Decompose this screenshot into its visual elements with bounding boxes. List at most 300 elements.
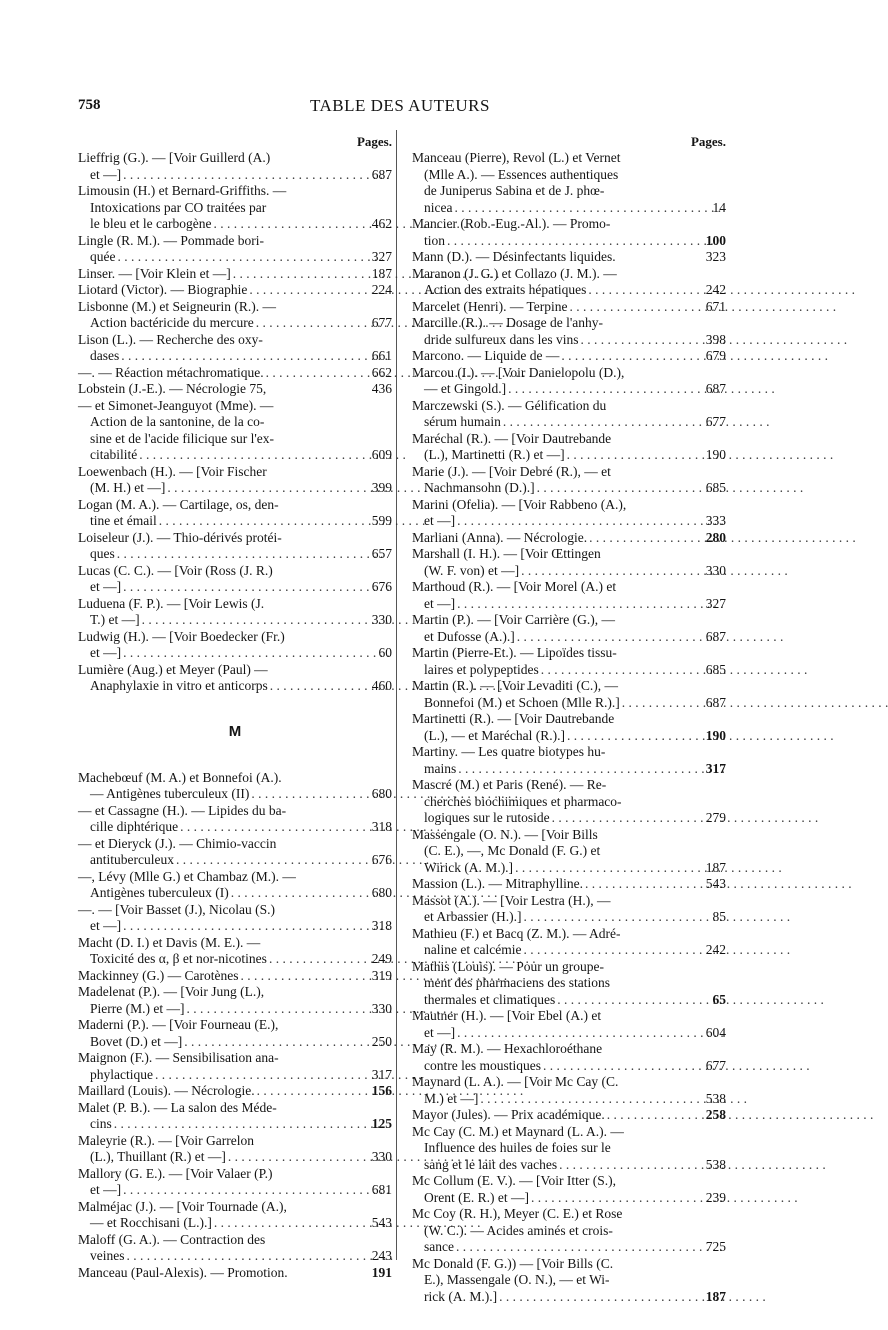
leader-dots (229, 885, 366, 902)
leader-dots (578, 332, 700, 349)
leader-dots (249, 786, 366, 803)
entry-line (412, 167, 726, 184)
entry-line (412, 1190, 726, 1207)
entry-text: Marcono. — Liquide de — (412, 348, 560, 363)
entry-line (412, 233, 726, 250)
index-entry (412, 893, 726, 926)
entry-text: Antigènes tuberculeux (I) (90, 885, 229, 900)
entry-text: — et Dieryck (J.). — Chimio-vaccin (78, 835, 277, 851)
entry-text: Loiseleur (J.). — Thio-dérivés protéi- (78, 529, 282, 545)
leader-dots (587, 530, 700, 547)
page-ref: 687 (371, 166, 392, 182)
page-ref: 190 (705, 727, 726, 743)
index-entry (412, 1124, 726, 1174)
entry-text: Marini (Ofelia). — [Voir Rabbeno (A.), (412, 496, 627, 512)
entry-line (78, 1232, 392, 1249)
page-ref: 187 (705, 859, 726, 875)
entry-line (78, 150, 392, 167)
entry-line (412, 1124, 726, 1141)
entry-line (412, 1008, 726, 1025)
entry-text: Marcou (I.). — [Voir Danielopolu (D.), (412, 364, 625, 380)
entry-text: Anaphylaxie in vitro et anticorps (90, 678, 268, 693)
entry-text: — et Rocchisani (L.).] (90, 1215, 212, 1230)
entry-line (412, 909, 726, 926)
index-entry (78, 1232, 392, 1265)
entry-text: Maderni (P.). — [Voir Fourneau (E.), (78, 1017, 279, 1032)
leader-dots (620, 695, 700, 712)
entry-text: Mayor (Jules). — Prix académique. (412, 1107, 605, 1122)
entry-text: laires et polypeptides (424, 661, 539, 677)
entry-text: T.) et —] (90, 612, 140, 627)
page-ref: 677 (705, 1057, 726, 1073)
page-ref: 677 (705, 414, 726, 429)
page-ref: 604 (705, 1024, 726, 1040)
entry-line (78, 1248, 392, 1265)
entry-text: — et Cassagne (H.). — Lipides du ba- (78, 802, 287, 818)
page-ref: 676 (371, 579, 392, 594)
index-entry (412, 827, 726, 877)
entry-text: Lucas (C. C.). — [Voir (Ross (J. R.) (78, 562, 273, 578)
right-column (412, 134, 726, 1305)
index-entry (78, 596, 392, 629)
entry-text: dride sulfureux dans les vins (424, 331, 579, 347)
page-ref: 242 (705, 282, 726, 297)
entry-text: Mann (D.). — Désinfectants liquides. (412, 249, 616, 264)
page-ref: 676 (371, 852, 392, 867)
pages-label: Pages. (356, 134, 392, 149)
entry-text: tion (424, 232, 446, 248)
index-entry (412, 1206, 726, 1256)
entry-text: Lumière (Aug.) et Meyer (Paul) — (78, 661, 268, 677)
entry-text: cherches biochimiques et pharmaco- (424, 793, 622, 809)
page-ref: 462 (371, 216, 392, 231)
leader-dots (497, 1289, 700, 1306)
leader-dots (506, 381, 700, 398)
entry-text: Martin (Pierre-Et.). — Lipoïdes tissu- (412, 645, 617, 660)
entry-text: Martin (R.). — [Voir Levaditi (C.), — (412, 678, 618, 693)
leader-dots (586, 282, 700, 299)
page-ref: 543 (371, 1215, 392, 1230)
entry-line (78, 1265, 392, 1282)
leader-dots (539, 662, 700, 679)
entry-line (412, 1074, 726, 1091)
entry-text: Mautner (H.). — [Voir Ebel (A.) et (412, 1008, 602, 1023)
entry-line (412, 959, 726, 976)
entry-line (78, 266, 392, 283)
page-ref: 327 (371, 249, 392, 264)
page-ref: 687 (705, 694, 726, 710)
entry-line (412, 1058, 726, 1075)
entry-text: et Arbassier (H.).] (424, 909, 522, 924)
entry-text: Orent (E. R.) et —] (424, 1189, 529, 1205)
leader-dots (255, 1083, 366, 1100)
page-ref: 333 (705, 513, 726, 528)
entry-text: Maynard (L. A.). — [Voir Mc Cay (C. (412, 1074, 619, 1089)
index-entry (412, 266, 726, 299)
entry-line (78, 1166, 392, 1183)
entry-text: Maranon (J. G.) et Collazo (J. M.). — (412, 265, 617, 281)
entry-line (78, 1017, 392, 1034)
index-entry (78, 183, 392, 233)
entry-text: et Dufosse (A.).] (424, 628, 515, 644)
running-head: TABLE DES AUTEURS (310, 96, 490, 115)
entry-line (78, 398, 392, 415)
entry-line (78, 447, 392, 464)
index-entry (78, 332, 392, 365)
entry-line (78, 167, 392, 184)
entry-line (412, 843, 726, 860)
entry-line (412, 975, 726, 992)
index-entry (412, 926, 726, 959)
page-ref: 436 (371, 381, 392, 396)
leader-dots (557, 1157, 700, 1174)
entry-text: le bleu et le carbogène (90, 216, 212, 231)
leader-dots (268, 678, 366, 695)
index-entry (78, 530, 392, 563)
entry-line (78, 1001, 392, 1018)
entry-line (412, 942, 726, 959)
leader-dots (521, 942, 700, 959)
entry-text: quée (90, 249, 116, 264)
leader-dots (583, 876, 700, 893)
entry-line (78, 629, 392, 646)
entry-line (78, 662, 392, 679)
entry-line (78, 951, 392, 968)
leader-dots (515, 629, 700, 646)
entry-text: Mc Donald (F. G.)) — [Voir Bills (C. (412, 1255, 614, 1271)
entry-text: (C. E.), —, Mc Donald (F. G.) et (424, 843, 601, 858)
index-entry (78, 1265, 392, 1282)
entry-line (412, 926, 726, 943)
entry-text: cins (90, 1116, 112, 1131)
entry-text: et —] (90, 579, 122, 594)
leader-dots (264, 365, 366, 382)
index-entry (412, 431, 726, 464)
page-ref: 280 (705, 529, 726, 545)
entry-text: E.), Massengale (O. N.), — et Wi- (424, 1272, 610, 1287)
index-entry (78, 770, 392, 935)
entry-line (78, 464, 392, 481)
entry-text: sérum humain (424, 414, 501, 429)
index-entry (78, 381, 392, 464)
entry-line (78, 200, 392, 217)
entry-text: Ludwig (H.). — [Voir Boedecker (Fr.) (78, 628, 285, 644)
entry-text: et —] (424, 513, 456, 528)
page-ref: 191 (371, 1264, 392, 1280)
leader-dots (445, 233, 700, 250)
entry-line (412, 992, 726, 1009)
entry-line (412, 1289, 726, 1306)
entry-line (412, 893, 726, 910)
entry-text: (Mlle A.). — Essences authentiques (424, 166, 619, 182)
entry-text: Bovet (D.) et —] (90, 1033, 183, 1049)
leader-dots (119, 348, 366, 365)
page-ref: 725 (705, 1239, 726, 1254)
entry-line (412, 447, 726, 464)
entry-text: ment des pharmaciens des stations (424, 975, 610, 990)
page-ref: 330 (371, 1000, 392, 1016)
index-entry (78, 497, 392, 530)
entry-text: Maréchal (R.). — [Voir Dautrebande (412, 430, 612, 446)
entry-line (78, 1182, 392, 1199)
leader-dots (153, 1067, 366, 1084)
leader-dots (454, 1239, 700, 1256)
index-entry (412, 530, 726, 547)
entry-line (412, 398, 726, 415)
entry-text: Pierre (M.) et —] (90, 1000, 185, 1016)
entry-text: Marthoud (R.). — [Voir Morel (A.) et (412, 579, 617, 594)
index-entries-right (412, 150, 726, 1305)
leader-dots (267, 951, 366, 968)
entry-line (78, 1083, 392, 1100)
index-entry (412, 315, 726, 348)
entry-line (412, 860, 726, 877)
entry-line (78, 563, 392, 580)
entry-line (78, 299, 392, 316)
page-ref: 187 (371, 265, 392, 281)
index-entry (78, 629, 392, 662)
entry-line (78, 836, 392, 853)
entry-line (78, 678, 392, 695)
leader-dots (478, 1091, 700, 1108)
page-ref: 85 (712, 909, 726, 924)
leader-dots (178, 819, 366, 836)
entry-line (412, 183, 726, 200)
entry-line (412, 761, 726, 778)
entry-line (412, 480, 726, 497)
entry-text: Action bactéricide du mercure (90, 315, 254, 330)
page-ref: 538 (705, 1090, 726, 1106)
index-entry (78, 1166, 392, 1199)
leader-dots (535, 480, 700, 497)
leader-dots (519, 563, 700, 580)
index-entry (412, 645, 726, 678)
index-entry (78, 968, 392, 985)
entry-line (78, 1050, 392, 1067)
entry-line (78, 365, 392, 382)
page-ref: 685 (705, 661, 726, 677)
entry-text: Mathieu (F.) et Bacq (Z. M.). — Adré- (412, 925, 621, 941)
entry-text: Mackinney (G.) — Carotènes (78, 967, 239, 983)
entry-line (78, 414, 392, 431)
leader-dots (165, 480, 366, 497)
page-ref: 687 (705, 628, 726, 644)
page-ref: 460 (371, 678, 392, 693)
entry-text: sine et de l'acide filicique sur l'ex- (90, 430, 275, 446)
entry-text: (M. H.) et —] (90, 480, 166, 495)
entry-line (412, 1041, 726, 1058)
leader-dots (501, 414, 700, 431)
entry-text: Bonnefoi (M.) et Schoen (Mlle R.).] (424, 694, 620, 710)
entry-line (78, 596, 392, 613)
entry-text: Lisbonne (M.) et Seigneurin (R.). — (78, 298, 276, 314)
entry-line (78, 819, 392, 836)
entry-text: antituberculeux (90, 852, 174, 867)
entry-line (78, 1067, 392, 1084)
entry-text: et —] (424, 1024, 456, 1040)
entry-text: Lobstein (J.-E.). — Nécrologie 75, (78, 381, 267, 396)
entry-text: Macht (D. I.) et Davis (M. E.). — (78, 934, 261, 950)
index-entry (412, 744, 726, 777)
entry-text: Mc Cay (C. M.) et Maynard (L. A.). — (412, 1123, 624, 1139)
entry-text: naline et calcémie (424, 942, 522, 957)
index-entry (78, 984, 392, 1017)
entry-line (78, 885, 392, 902)
leader-dots (115, 249, 366, 266)
entry-text: rick (A. M.).] (424, 1288, 498, 1304)
entry-text: tine et émail (90, 513, 157, 528)
entry-line (412, 728, 726, 745)
index-entry (412, 398, 726, 431)
entry-line (78, 233, 392, 250)
entry-line (78, 1149, 392, 1166)
entry-line (78, 216, 392, 233)
index-entry (412, 299, 726, 316)
entry-line (78, 612, 392, 629)
entry-line (412, 711, 726, 728)
entry-text: Marie (J.). — [Voir Debré (R.), — et (412, 463, 611, 479)
entry-line (412, 1272, 726, 1289)
leader-dots (455, 596, 700, 613)
leader-dots (212, 1215, 366, 1232)
page-ref: 318 (371, 918, 392, 933)
index-entry (78, 1017, 392, 1050)
page-ref: 330 (705, 562, 726, 578)
entry-text: Massion (L.). — Mitraphylline. (412, 876, 583, 891)
entry-line (412, 1157, 726, 1174)
entry-line (78, 852, 392, 869)
page-ref: 681 (371, 1182, 392, 1197)
index-entry (412, 497, 726, 530)
pages-label: Pages. (690, 134, 726, 149)
index-entries-l (78, 150, 392, 695)
entry-text: et —] (90, 918, 122, 933)
page-ref: 187 (705, 1288, 726, 1304)
entry-text: May (R. M.). — Hexachloroéthane (412, 1041, 603, 1056)
index-entry (78, 282, 392, 299)
entry-text: Malméjac (J.). — [Voir Tournade (A.), (78, 1198, 287, 1214)
entry-line (412, 629, 726, 646)
leader-dots (455, 513, 700, 530)
leader-dots (121, 167, 366, 184)
leader-dots (565, 728, 700, 745)
entry-text: Lison (L.). — Recherche des oxy- (78, 331, 263, 347)
page-ref: 685 (705, 480, 726, 495)
entry-line (412, 414, 726, 431)
entry-line (412, 876, 726, 893)
entry-line (412, 579, 726, 596)
entry-text: Massot (A.). — [Voir Lestra (H.), — (412, 892, 611, 908)
index-entry (412, 1173, 726, 1206)
entry-text: Wirick (A. M.).] (424, 859, 514, 875)
page-ref: 687 (705, 381, 726, 396)
entry-text: Machebœuf (M. A.) et Bonnefoi (A.). (78, 769, 282, 785)
leader-dots (121, 645, 366, 662)
entry-text: Maignon (F.). — Sensibilisation ana- (78, 1050, 279, 1065)
entry-text: Linser. — [Voir Klein et —] (78, 265, 231, 281)
entry-line (78, 803, 392, 820)
left-column (78, 134, 392, 1281)
entry-line (78, 1215, 392, 1232)
entry-text: —. — Réaction métachromatique. (78, 364, 264, 380)
leader-dots (247, 282, 366, 299)
entry-text: (W. C.). — Acides aminés et crois- (424, 1222, 613, 1238)
page-ref: 680 (371, 885, 392, 900)
index-entry (412, 777, 726, 827)
entry-text: — et Gingold.] (424, 381, 507, 396)
page-ref: 250 (371, 1033, 392, 1049)
entry-line (412, 464, 726, 481)
entry-line (412, 266, 726, 283)
entry-text: et —] (90, 1182, 122, 1197)
entry-line (78, 786, 392, 803)
entry-line (412, 1091, 726, 1108)
entry-line (78, 645, 392, 662)
entry-line (412, 381, 726, 398)
entry-line (412, 546, 726, 563)
entry-line (412, 497, 726, 514)
entry-text: — Antigènes tuberculeux (II) (90, 786, 250, 801)
entry-text: Intoxications par CO traitées par (90, 199, 267, 215)
entry-text: Logan (M. A.). — Cartilage, os, den- (78, 496, 279, 512)
entry-line (78, 1116, 392, 1133)
entry-text: Maleyrie (R.). — [Voir Garrelon (78, 1132, 254, 1148)
entry-text: Mc Coy (R. H.), Meyer (C. E.) et Rose (412, 1206, 623, 1221)
entry-text: (L.), Thuillant (R.) et —] (90, 1149, 226, 1164)
entry-text: dases (90, 348, 120, 363)
entry-line (78, 1133, 392, 1150)
entry-text: Influence des huiles de foies sur le (424, 1140, 611, 1155)
leader-dots (456, 761, 700, 778)
leader-dots (137, 447, 366, 464)
entry-line (78, 282, 392, 299)
index-entry (412, 464, 726, 497)
index-entry (412, 612, 726, 645)
index-entry (78, 563, 392, 596)
index-entry (78, 233, 392, 266)
entry-text: Nachmansohn (D.).] (424, 480, 535, 495)
page-ref: 327 (705, 595, 726, 611)
index-entry (78, 150, 392, 183)
entry-line (412, 1223, 726, 1240)
entry-text: (W. F. von) et —] (424, 562, 520, 578)
leader-dots (541, 1058, 700, 1075)
entry-text: sang et le lait des vaches (424, 1156, 558, 1172)
page-ref: 317 (705, 760, 726, 776)
index-entry (412, 1074, 726, 1107)
index-entry (412, 1107, 726, 1124)
index-entry (78, 1100, 392, 1133)
leader-dots (157, 513, 366, 530)
entry-text: Mancier (Rob.-Eug.-Al.). — Promo- (412, 216, 611, 231)
entry-line (78, 480, 392, 497)
index-entry (412, 365, 726, 398)
page-ref: 100 (705, 232, 726, 248)
index-entry (412, 249, 726, 266)
entry-line (78, 1034, 392, 1051)
index-entry (412, 876, 726, 893)
entry-line (412, 315, 726, 332)
leader-dots (565, 447, 700, 464)
entry-text: —, Lévy (Mlle G.) et Chambaz (M.). — (78, 868, 296, 884)
page-ref: 657 (371, 546, 392, 561)
leader-dots (254, 315, 366, 332)
leader-dots (115, 546, 366, 563)
index-entries-m (78, 770, 392, 1282)
entry-text: M.) et —] (424, 1090, 479, 1106)
entry-line (412, 1173, 726, 1190)
page-ref: 661 (371, 348, 392, 363)
